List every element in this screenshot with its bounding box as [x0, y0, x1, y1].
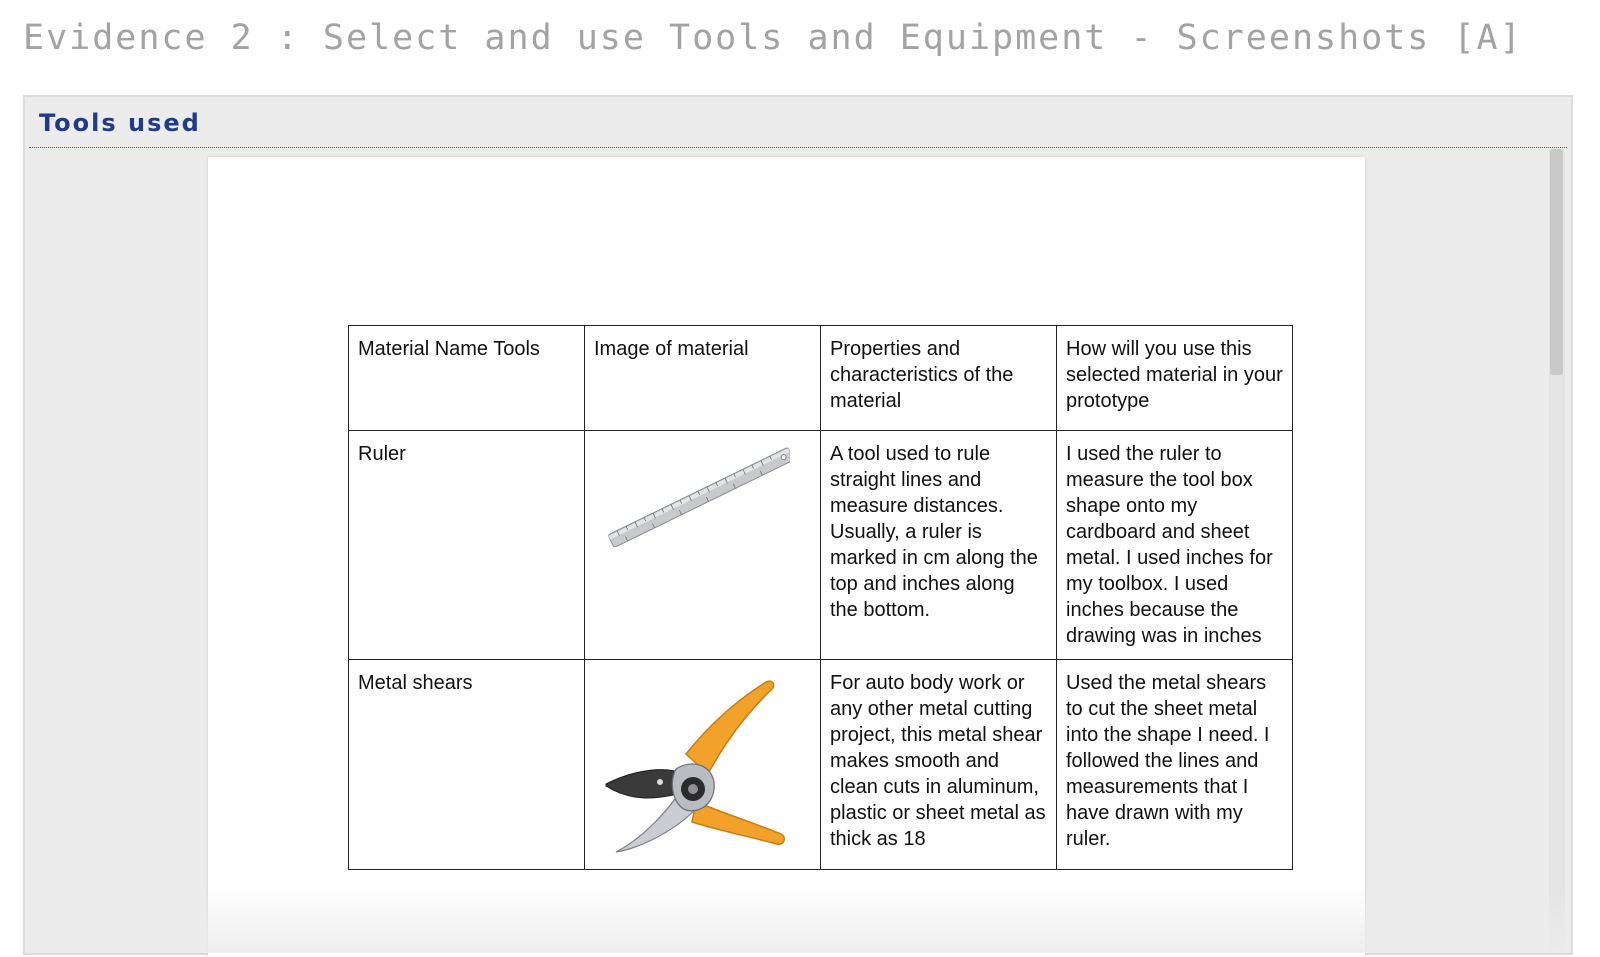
table-row — [349, 660, 1293, 870]
header-cell: Image of material — [585, 326, 821, 431]
table-row — [349, 431, 1293, 660]
tool-image-cell — [585, 660, 821, 870]
ruler-icon — [600, 447, 790, 547]
tool-usage-cell: Used the metal shears to cut the sheet metal into the shape I need. I followed the lines and measurements that I have drawn with my ruler. — [1057, 660, 1293, 870]
tool-name-cell: Metal shears — [349, 660, 585, 870]
tools-used-panel — [23, 95, 1573, 955]
panel-header — [29, 99, 1567, 148]
metal-shears-icon — [596, 674, 791, 859]
scrollbar-thumb[interactable] — [1550, 149, 1563, 375]
tool-properties-cell: A tool used to rule straight lines and measure distances. Usually, a ruler is marked in cm along the top and inches along the bottom. — [821, 431, 1057, 660]
tool-image-cell — [585, 431, 821, 660]
vertical-scrollbar[interactable] — [1549, 149, 1565, 953]
header-cell: Material Name Tools — [349, 326, 585, 431]
header-cell: How will you use this selected material in your prototype — [1057, 326, 1293, 431]
tool-usage-cell: I used the ruler to measure the tool box shape onto my cardboard and sheet metal. I used inches for my toolbox. I used inches because the drawing was in inches — [1057, 431, 1293, 660]
header-cell: Properties and characteristics of the material — [821, 326, 1057, 431]
embedded-document[interactable] — [208, 157, 1365, 957]
tool-name-cell: Ruler — [349, 431, 585, 660]
table-header-row — [349, 326, 1293, 431]
tool-properties-cell: For auto body work or any other metal cutting project, this metal shear makes smooth and clean cuts in aluminum, plastic or sheet metal as thick as 18 — [821, 660, 1057, 870]
panel-title: Tools used — [39, 109, 201, 137]
page-title: Evidence 2 : Select and use Tools and Equipment - Screenshots [A] — [23, 18, 1523, 58]
tools-table — [348, 325, 1293, 870]
